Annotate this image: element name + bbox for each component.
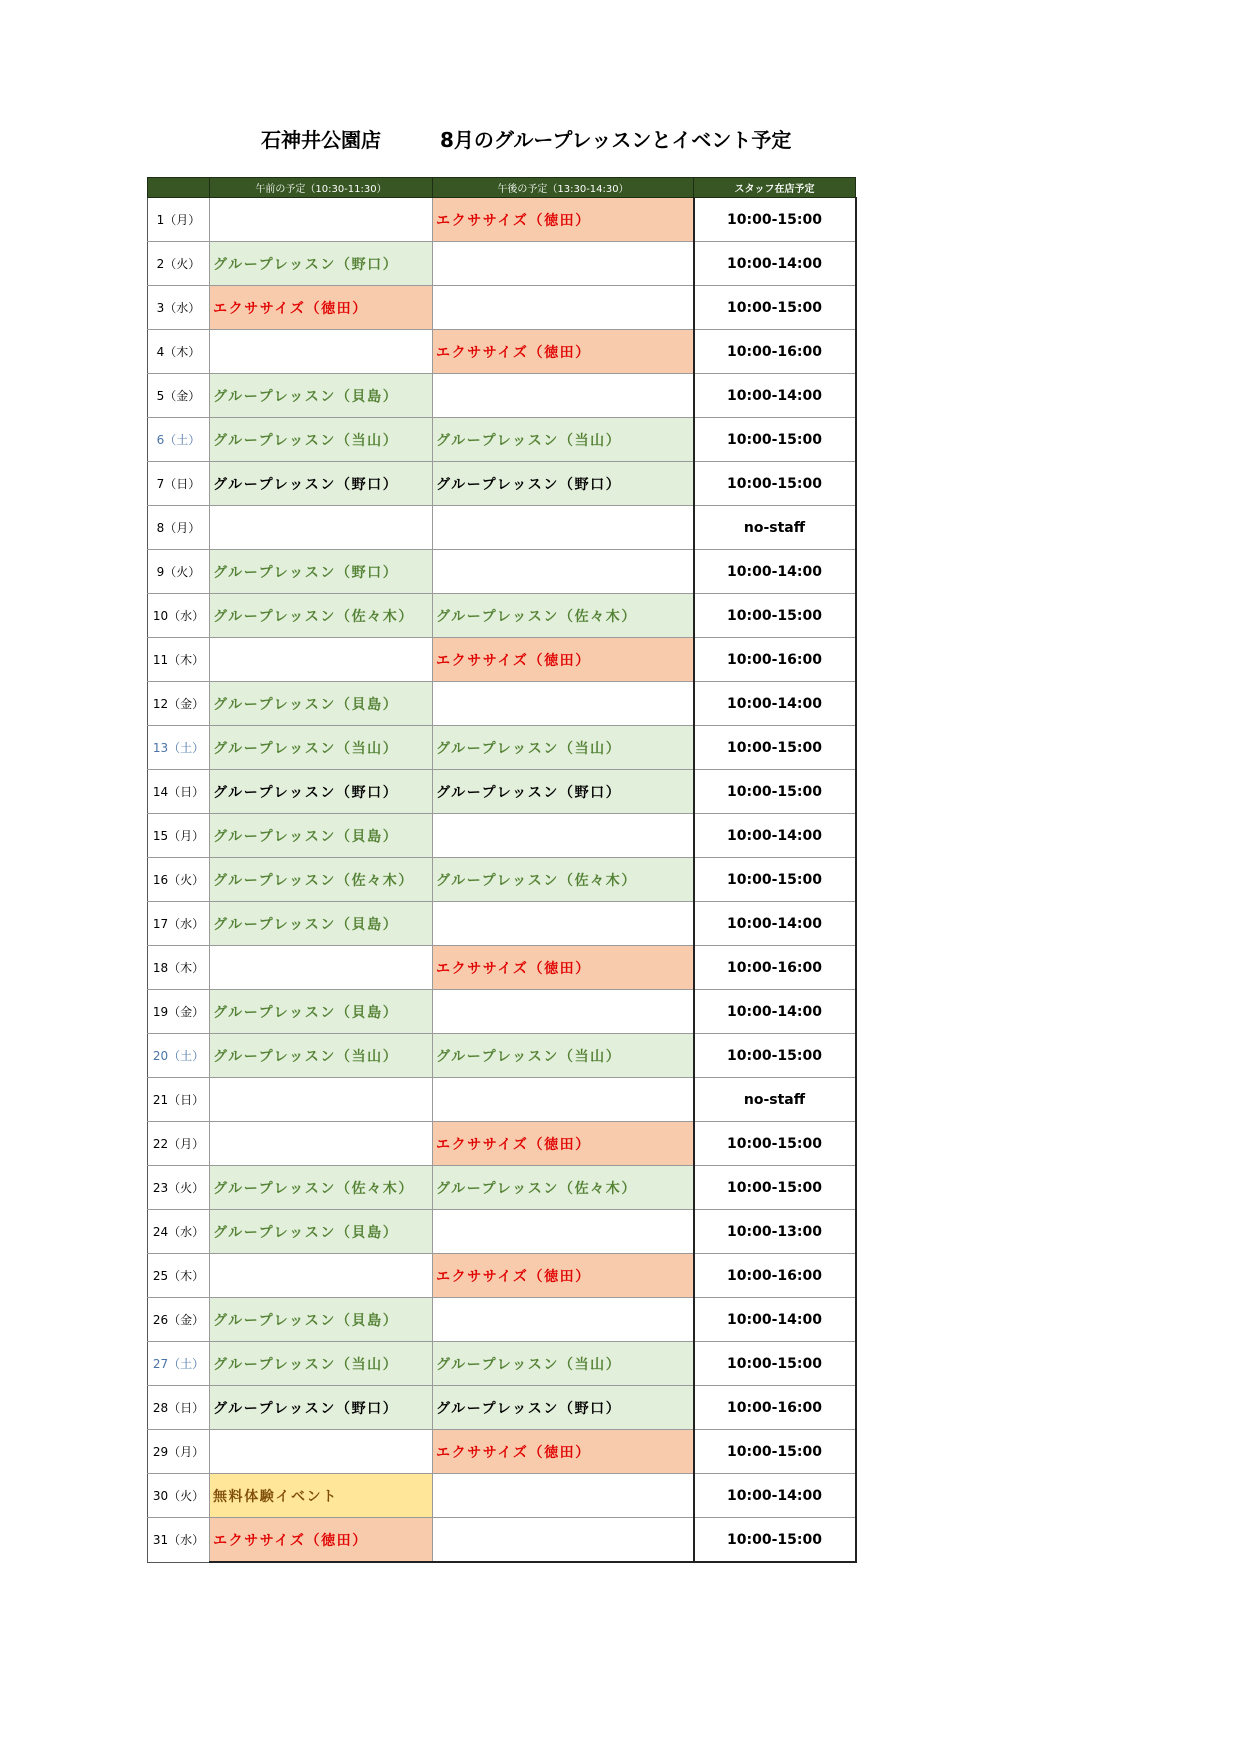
pm-schedule-cell bbox=[433, 1474, 694, 1518]
schedule-table bbox=[147, 177, 857, 1563]
am-schedule-cell: グループレッスン（佐々木） bbox=[210, 594, 433, 638]
staff-hours-cell: 10:00-15:00 bbox=[694, 1034, 856, 1078]
day-cell: 18（木） bbox=[148, 946, 210, 990]
pm-schedule-cell: グループレッスン（野口） bbox=[433, 462, 694, 506]
pm-schedule-cell: エクササイズ（徳田） bbox=[433, 946, 694, 990]
table-row bbox=[148, 770, 856, 814]
pm-schedule-cell: グループレッスン（当山） bbox=[433, 726, 694, 770]
day-cell: 12（金） bbox=[148, 682, 210, 726]
pm-schedule-cell bbox=[433, 1298, 694, 1342]
staff-hours-cell: 10:00-15:00 bbox=[694, 198, 856, 242]
day-cell: 30（火） bbox=[148, 1474, 210, 1518]
table-row bbox=[148, 1210, 856, 1254]
am-schedule-cell: グループレッスン（貝島） bbox=[210, 682, 433, 726]
staff-hours-cell: 10:00-14:00 bbox=[694, 550, 856, 594]
table-row bbox=[148, 418, 856, 462]
day-cell: 22（月） bbox=[148, 1122, 210, 1166]
staff-hours-cell: 10:00-15:00 bbox=[694, 726, 856, 770]
pm-schedule-cell bbox=[433, 506, 694, 550]
staff-hours-cell: 10:00-13:00 bbox=[694, 1210, 856, 1254]
staff-hours-cell: 10:00-16:00 bbox=[694, 1386, 856, 1430]
am-schedule-cell bbox=[210, 1254, 433, 1298]
day-cell: 23（火） bbox=[148, 1166, 210, 1210]
staff-hours-cell: 10:00-15:00 bbox=[694, 770, 856, 814]
pm-schedule-cell: エクササイズ（徳田） bbox=[433, 198, 694, 242]
day-cell: 24（水） bbox=[148, 1210, 210, 1254]
staff-hours-cell: 10:00-14:00 bbox=[694, 990, 856, 1034]
table-row bbox=[148, 858, 856, 902]
day-cell: 10（水） bbox=[148, 594, 210, 638]
am-schedule-cell: グループレッスン（当山） bbox=[210, 1342, 433, 1386]
am-schedule-cell: グループレッスン（当山） bbox=[210, 726, 433, 770]
am-schedule-cell: グループレッスン（野口） bbox=[210, 242, 433, 286]
day-cell: 7（日） bbox=[148, 462, 210, 506]
staff-hours-cell: 10:00-15:00 bbox=[694, 462, 856, 506]
day-cell: 29（月） bbox=[148, 1430, 210, 1474]
pm-schedule-cell: グループレッスン（佐々木） bbox=[433, 1166, 694, 1210]
am-schedule-cell: グループレッスン（野口） bbox=[210, 770, 433, 814]
pm-schedule-cell bbox=[433, 902, 694, 946]
schedule-title: 8月のグループレッスンとイベント予定 bbox=[440, 128, 792, 152]
table-row bbox=[148, 1386, 856, 1430]
pm-schedule-cell: エクササイズ（徳田） bbox=[433, 1430, 694, 1474]
day-cell: 27（土） bbox=[148, 1342, 210, 1386]
table-row bbox=[148, 198, 856, 242]
pm-schedule-cell: グループレッスン（当山） bbox=[433, 1034, 694, 1078]
staff-hours-cell: 10:00-14:00 bbox=[694, 1298, 856, 1342]
pm-schedule-cell bbox=[433, 1210, 694, 1254]
am-schedule-cell bbox=[210, 1122, 433, 1166]
staff-hours-cell: 10:00-14:00 bbox=[694, 374, 856, 418]
pm-schedule-cell bbox=[433, 242, 694, 286]
table-row bbox=[148, 1166, 856, 1210]
schedule-body bbox=[148, 198, 856, 1563]
day-cell: 3（水） bbox=[148, 286, 210, 330]
pm-schedule-cell: エクササイズ（徳田） bbox=[433, 1254, 694, 1298]
store-name: 石神井公園店 bbox=[261, 128, 381, 152]
am-schedule-cell: グループレッスン（貝島） bbox=[210, 814, 433, 858]
staff-hours-cell: no-staff bbox=[694, 506, 856, 550]
pm-schedule-cell: グループレッスン（当山） bbox=[433, 1342, 694, 1386]
staff-hours-cell: 10:00-16:00 bbox=[694, 330, 856, 374]
staff-hours-cell: 10:00-16:00 bbox=[694, 946, 856, 990]
table-row bbox=[148, 462, 856, 506]
table-row bbox=[148, 1474, 856, 1518]
day-cell: 4（木） bbox=[148, 330, 210, 374]
day-cell: 26（金） bbox=[148, 1298, 210, 1342]
am-schedule-cell bbox=[210, 638, 433, 682]
am-schedule-cell: グループレッスン（貝島） bbox=[210, 1210, 433, 1254]
day-cell: 25（木） bbox=[148, 1254, 210, 1298]
am-schedule-cell bbox=[210, 198, 433, 242]
am-schedule-cell bbox=[210, 506, 433, 550]
day-cell: 6（土） bbox=[148, 418, 210, 462]
am-schedule-cell bbox=[210, 1078, 433, 1122]
table-row bbox=[148, 1254, 856, 1298]
day-cell: 21（日） bbox=[148, 1078, 210, 1122]
pm-schedule-cell: エクササイズ（徳田） bbox=[433, 330, 694, 374]
staff-hours-cell: 10:00-15:00 bbox=[694, 1166, 856, 1210]
table-row bbox=[148, 550, 856, 594]
table-row bbox=[148, 242, 856, 286]
am-schedule-cell bbox=[210, 946, 433, 990]
day-cell: 17（水） bbox=[148, 902, 210, 946]
am-schedule-cell: グループレッスン（当山） bbox=[210, 1034, 433, 1078]
pm-schedule-cell: エクササイズ（徳田） bbox=[433, 1122, 694, 1166]
day-cell: 5（金） bbox=[148, 374, 210, 418]
day-cell: 15（月） bbox=[148, 814, 210, 858]
am-schedule-cell: グループレッスン（佐々木） bbox=[210, 858, 433, 902]
day-cell: 19（金） bbox=[148, 990, 210, 1034]
pm-schedule-cell bbox=[433, 814, 694, 858]
am-schedule-cell: グループレッスン（佐々木） bbox=[210, 1166, 433, 1210]
day-cell: 8（月） bbox=[148, 506, 210, 550]
staff-hours-cell: 10:00-15:00 bbox=[694, 858, 856, 902]
pm-schedule-cell: グループレッスン（野口） bbox=[433, 1386, 694, 1430]
table-row bbox=[148, 1342, 856, 1386]
am-schedule-cell bbox=[210, 330, 433, 374]
table-row bbox=[148, 1122, 856, 1166]
page-title bbox=[0, 124, 1240, 158]
table-row bbox=[148, 594, 856, 638]
am-schedule-cell: グループレッスン（貝島） bbox=[210, 902, 433, 946]
day-cell: 14（日） bbox=[148, 770, 210, 814]
am-schedule-cell: グループレッスン（貝島） bbox=[210, 1298, 433, 1342]
pm-schedule-cell bbox=[433, 1078, 694, 1122]
day-cell: 13（土） bbox=[148, 726, 210, 770]
staff-hours-cell: 10:00-16:00 bbox=[694, 638, 856, 682]
staff-hours-cell: no-staff bbox=[694, 1078, 856, 1122]
pm-schedule-cell: グループレッスン（佐々木） bbox=[433, 858, 694, 902]
table-row bbox=[148, 330, 856, 374]
table-row bbox=[148, 946, 856, 990]
staff-hours-cell: 10:00-15:00 bbox=[694, 1430, 856, 1474]
staff-hours-cell: 10:00-14:00 bbox=[694, 682, 856, 726]
table-row bbox=[148, 286, 856, 330]
pm-schedule-cell: グループレッスン（野口） bbox=[433, 770, 694, 814]
am-schedule-cell: グループレッスン（当山） bbox=[210, 418, 433, 462]
am-schedule-cell: エクササイズ（徳田） bbox=[210, 286, 433, 330]
table-row bbox=[148, 682, 856, 726]
header-day bbox=[148, 178, 210, 198]
pm-schedule-cell bbox=[433, 990, 694, 1034]
day-cell: 28（日） bbox=[148, 1386, 210, 1430]
staff-hours-cell: 10:00-14:00 bbox=[694, 242, 856, 286]
table-row bbox=[148, 1078, 856, 1122]
day-cell: 2（火） bbox=[148, 242, 210, 286]
day-cell: 11（木） bbox=[148, 638, 210, 682]
header-am: 午前の予定（10:30-11:30） bbox=[210, 178, 433, 198]
pm-schedule-cell: グループレッスン（佐々木） bbox=[433, 594, 694, 638]
am-schedule-cell: グループレッスン（野口） bbox=[210, 550, 433, 594]
day-cell: 31（水） bbox=[148, 1518, 210, 1563]
table-row bbox=[148, 506, 856, 550]
header-row bbox=[148, 178, 856, 198]
day-cell: 20（土） bbox=[148, 1034, 210, 1078]
pm-schedule-cell bbox=[433, 550, 694, 594]
am-schedule-cell: グループレッスン（貝島） bbox=[210, 990, 433, 1034]
am-schedule-cell bbox=[210, 1430, 433, 1474]
pm-schedule-cell bbox=[433, 682, 694, 726]
staff-hours-cell: 10:00-15:00 bbox=[694, 1518, 856, 1563]
staff-hours-cell: 10:00-14:00 bbox=[694, 1474, 856, 1518]
am-schedule-cell: 無料体験イベント bbox=[210, 1474, 433, 1518]
day-cell: 1（月） bbox=[148, 198, 210, 242]
am-schedule-cell: グループレッスン（野口） bbox=[210, 462, 433, 506]
table-row bbox=[148, 1034, 856, 1078]
pm-schedule-cell bbox=[433, 286, 694, 330]
pm-schedule-cell: グループレッスン（当山） bbox=[433, 418, 694, 462]
pm-schedule-cell bbox=[433, 1518, 694, 1563]
table-row bbox=[148, 374, 856, 418]
table-row bbox=[148, 814, 856, 858]
pm-schedule-cell bbox=[433, 374, 694, 418]
table-row bbox=[148, 726, 856, 770]
header-pm: 午後の予定（13:30-14:30） bbox=[433, 178, 694, 198]
table-row bbox=[148, 990, 856, 1034]
staff-hours-cell: 10:00-14:00 bbox=[694, 902, 856, 946]
staff-hours-cell: 10:00-15:00 bbox=[694, 286, 856, 330]
staff-hours-cell: 10:00-15:00 bbox=[694, 1122, 856, 1166]
day-cell: 9（火） bbox=[148, 550, 210, 594]
table-row bbox=[148, 1518, 856, 1563]
am-schedule-cell: グループレッスン（貝島） bbox=[210, 374, 433, 418]
staff-hours-cell: 10:00-16:00 bbox=[694, 1254, 856, 1298]
am-schedule-cell: グループレッスン（野口） bbox=[210, 1386, 433, 1430]
table-row bbox=[148, 1430, 856, 1474]
day-cell: 16（火） bbox=[148, 858, 210, 902]
schedule-header bbox=[148, 178, 856, 198]
staff-hours-cell: 10:00-15:00 bbox=[694, 418, 856, 462]
staff-hours-cell: 10:00-15:00 bbox=[694, 1342, 856, 1386]
table-row bbox=[148, 1298, 856, 1342]
am-schedule-cell: エクササイズ（徳田） bbox=[210, 1518, 433, 1563]
pm-schedule-cell: エクササイズ（徳田） bbox=[433, 638, 694, 682]
table-row bbox=[148, 638, 856, 682]
header-staff: スタッフ在店予定 bbox=[694, 178, 856, 198]
staff-hours-cell: 10:00-15:00 bbox=[694, 594, 856, 638]
table-row bbox=[148, 902, 856, 946]
staff-hours-cell: 10:00-14:00 bbox=[694, 814, 856, 858]
